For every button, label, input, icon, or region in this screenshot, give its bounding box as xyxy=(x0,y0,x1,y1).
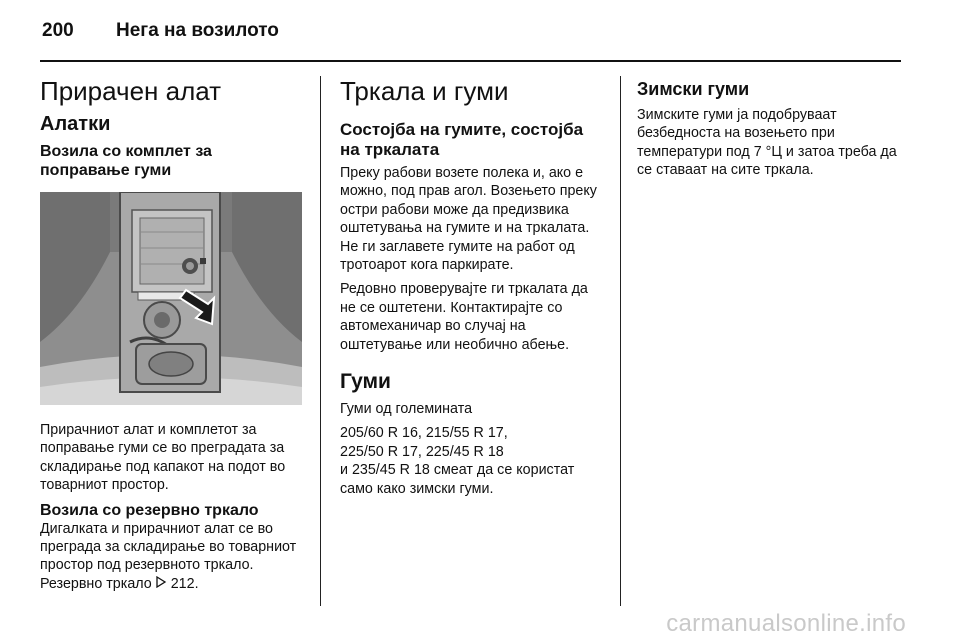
tyre-sizes-intro: Гуми од големината xyxy=(340,401,473,418)
column-divider xyxy=(620,76,621,606)
heading-tyres: Гуми xyxy=(340,370,391,394)
tyre-sizes-line-3: и 235/45 R 18 смеат да се користат само како зимски гуми. xyxy=(340,462,575,497)
arrow-reference-icon xyxy=(156,576,167,588)
tyre-condition-paragraph-2: Редовно проверувајте ги тркалата да не се оштетени. Контактирајте со автомеханичар во случај на оштетување или необично абење. xyxy=(340,281,588,353)
watermark-text: carmanualsonline.info xyxy=(666,610,906,637)
column-right xyxy=(637,76,907,186)
heading-tyre-repair-kit: Возила со комплет за поправање гуми xyxy=(40,143,212,179)
header-rule xyxy=(40,60,901,62)
tyre-sizes-line-1: 205/60 R 16, 215/55 R 17, xyxy=(340,425,508,442)
heading-tyre-condition: Состојба на гумите, состојба на тркалата xyxy=(340,120,584,159)
section-title-wheels-tyres: Тркала и гуми xyxy=(340,76,509,106)
page-reference[interactable]: 212 xyxy=(170,575,195,592)
column-divider xyxy=(320,76,321,606)
heading-spare-wheel: Возила со резервно тркало xyxy=(40,501,259,519)
subsection-title-tools: Алатки xyxy=(40,113,111,135)
tool-compartment-illustration xyxy=(40,192,302,405)
tyre-sizes-line-2: 225/50 R 17, 225/45 R 18 xyxy=(340,443,504,460)
column-middle xyxy=(340,76,605,504)
spare-wheel-text: Дигалката и прирачниот алат се во преграда за складирање во товарниот простор под резервното тркало. Резервно тркало 212. xyxy=(40,520,297,592)
tyre-condition-paragraph-1: Преку рабови возете полека и, ако е можно, под прав агол. Возењето преку остри рабови може да предизвика оштетувања на гумите и на тркалата. Не ги заглавете гумите на работ од тротоарот кога паркирате. xyxy=(340,165,597,274)
spare-wheel-body: Дигалката и прирачниот алат се во преграда за складирање во товарниот простор под резервното тркало. Резервно тркало xyxy=(40,520,297,592)
page-number: 200 xyxy=(42,20,74,41)
winter-tyres-paragraph: Зимските гуми ја подобруваат безбедноста на возењето при температури под 7 °Ц и затоа треба да се ставаат на сите тркала. xyxy=(637,107,897,179)
heading-winter-tyres: Зимски гуми xyxy=(637,79,750,99)
running-title: Нега на возилото xyxy=(116,20,279,41)
tyre-sizes-list xyxy=(340,424,605,498)
column-left xyxy=(40,76,302,599)
section-title-tools: Прирачен алат xyxy=(40,76,222,106)
illustration-caption: Прирачниот алат и комплетот за поправање гуми се во преградата за складирање под капакот на подот во товарниот простор. xyxy=(40,422,286,494)
